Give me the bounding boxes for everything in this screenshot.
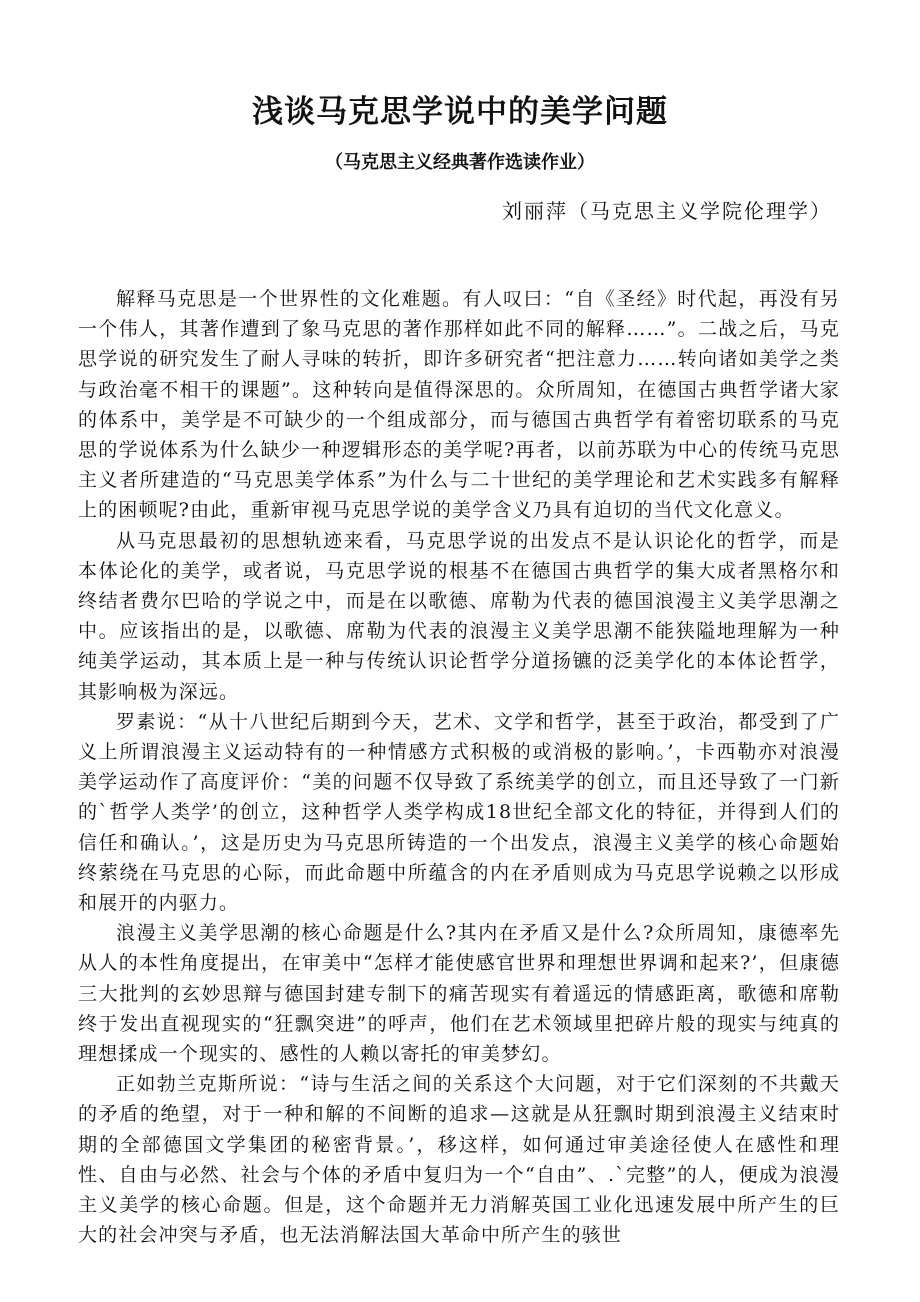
paragraph-3: 罗素说：“从十八世纪后期到今天，艺术、文学和哲学，甚至于政治，都受到了广义上所谓浪漫主义运动特有的一种情感方式积极的或消极的影响。’，卡西勒亦对浪漫美学运动作了高度评价：“美的问题不仅导致了系统美学的创立，而且还导致了一门新的`哲学人类学’的创立，这种哲学人类学构成18世纪全部文化的特征，并得到人们的信任和确认。’，这是历史为马克思所铸造的一个出发点，浪漫主义美学的核心命题始终萦绕在马克思的心际，而此命题中所蕴含的内在矛盾则成为马克思学说赖之以形成和展开的内驱力。 [78,710,840,915]
paragraph-2: 从马克思最初的思想轨迹来看，马克思学说的出发点不是认识论化的哲学，而是本体论化的美学，或者说，马克思学说的根基不在德国古典哲学的集大成者黑格尔和终结者费尔巴哈的学说之中，而是在以歌德、席勒为代表的德国浪漫主义美学思潮之中。应该指出的是，以歌德、席勒为代表的浪漫主义美学思潮不能狭隘地理解为一种纯美学运动，其本质上是一种与传统认识论哲学分道扬镳的泛美学化的本体论哲学，其影响极为深远。 [78,529,840,703]
document-title: 浅谈马克思学说中的美学问题 [252,94,668,130]
paragraph-5: 正如勃兰克斯所说：“诗与生活之间的关系这个大问题，对于它们深刻的不共戴天的矛盾的绝望，对于一种和解的不间断的追求—这就是从狂飘时期到浪漫主义结束时期的全部德国文学集团的秘密背景。’，移这样，如何通过审美途径使人在感性和理性、自由与必然、社会与个体的矛盾中复归为一个“自由”、.`完整”的人，便成为浪漫主义美学的核心命题。但是，这个命题并无力消解英国工业化迅速发展中所产生的巨大的社会冲突与矛盾，也无法消解法国大革命中所产生的骇世 [78,1073,840,1247]
paragraph-1: 解释马克思是一个世界性的文化难题。有人叹曰：“自《圣经》时代起，再没有另一个伟人，其著作遭到了象马克思的著作那样如此不同的解释……”。二战之后，马克思学说的研究发生了耐人寻味的转折，即许多研究者“把注意力……转向诸如美学之类与政治毫不相干的课题”。这种转向是值得深思的。众所周知，在德国古典哲学诸大家的体系中，美学是不可缺少的一个组成部分，而与德国古典哲学有着密切联系的马克思的学说体系为什么缺少一种逻辑形态的美学呢?再者，以前苏联为中心的传统马克思主义者所建造的“马克思美学体系”为什么与二十世纪的美学理论和艺术实践多有解释上的困顿呢?由此，重新审视马克思学说的美学含义乃具有迫切的当代文化意义。 [78,288,840,522]
author-line: 刘丽萍（马克思主义学院伦理学） [502,199,832,223]
document-subtitle: （马克思主义经典著作选读作业） [325,152,595,173]
paragraph-4: 浪漫主义美学思潮的核心命题是什么?其内在矛盾又是什么?众所周知，康德率先从人的本性角度提出，在审美中“怎样才能使感官世界和理想世界调和起来?’，但康德三大批判的玄妙思辩与德国封建专制下的痛苦现实有着遥远的情感距离，歌德和席勒终于发出直视现实的“狂飘突进”的呼声，他们在艺术领域里把碎片般的现实与纯真的理想揉成一个现实的、感性的人赖以寄托的审美梦幻。 [78,922,840,1066]
article-body [78,284,840,1251]
